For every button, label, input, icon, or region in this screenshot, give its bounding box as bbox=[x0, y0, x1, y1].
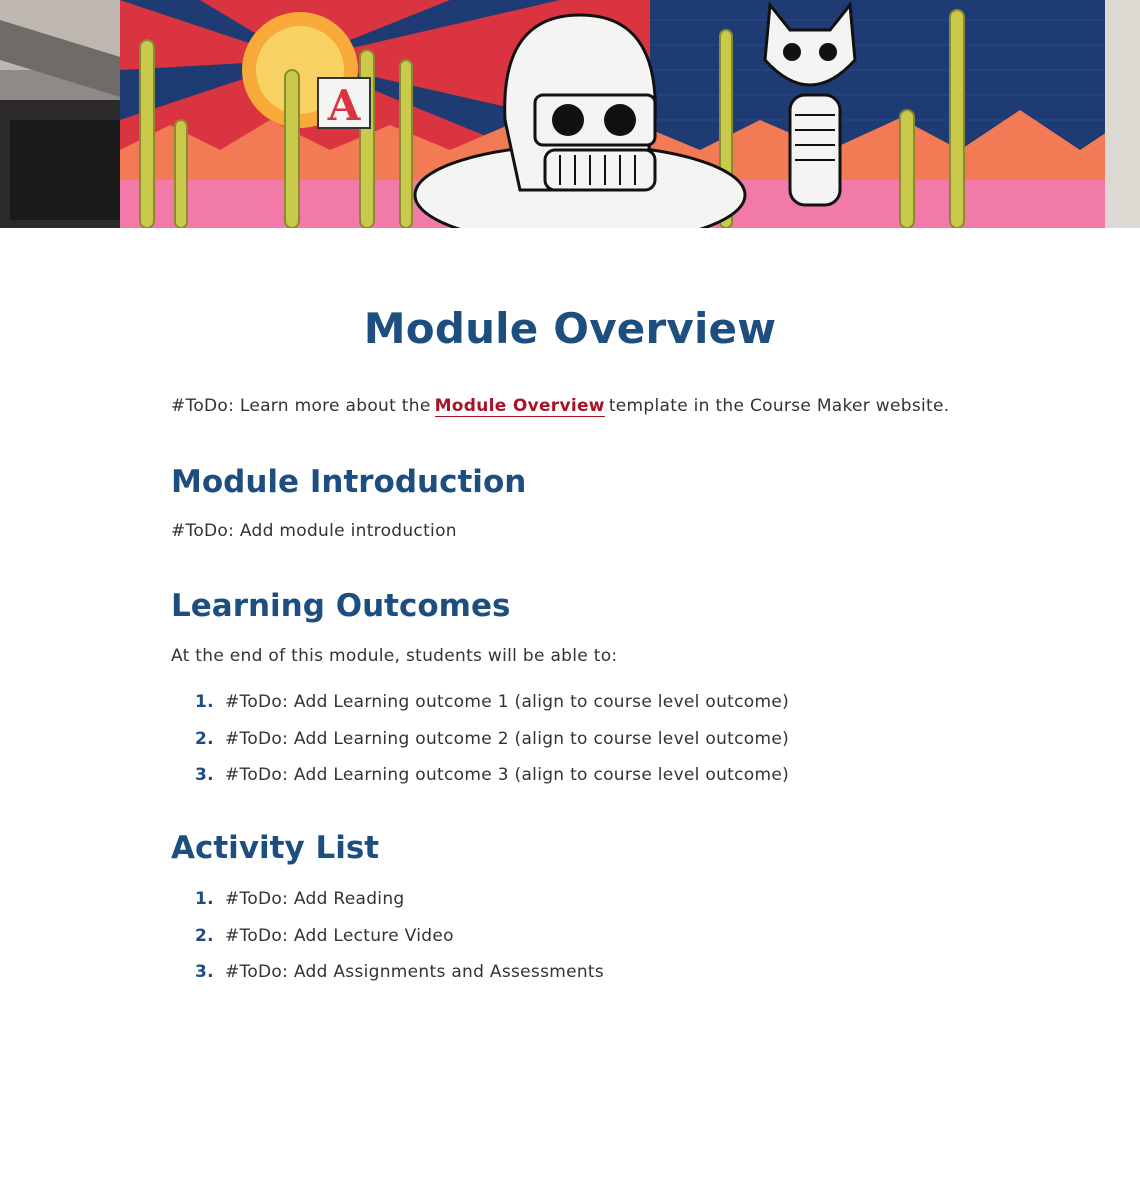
list-number: 2. bbox=[195, 728, 214, 749]
intro-suffix: template in the Course Maker website. bbox=[608, 396, 950, 416]
page-title: Module Overview bbox=[363, 304, 777, 353]
list-item bbox=[171, 692, 789, 729]
mural-illustration bbox=[0, 0, 1140, 228]
activity-list-heading: Activity List bbox=[171, 830, 380, 866]
mural-letter: A bbox=[327, 81, 361, 130]
learning-outcomes-list bbox=[171, 692, 789, 802]
list-item bbox=[171, 962, 604, 999]
module-introduction-text: #ToDo: Add module introduction bbox=[171, 521, 457, 541]
list-number: 3. bbox=[195, 962, 214, 982]
outcome-text: #ToDo: Add Learning outcome 1 (align to course level outcome) bbox=[225, 692, 790, 712]
outcome-text: #ToDo: Add Learning outcome 2 (align to course level outcome) bbox=[225, 728, 790, 749]
activity-text: #ToDo: Add Lecture Video bbox=[225, 925, 454, 946]
activity-text: #ToDo: Add Reading bbox=[225, 889, 405, 909]
list-item bbox=[171, 729, 789, 766]
outcome-text: #ToDo: Add Learning outcome 3 (align to course level outcome) bbox=[225, 765, 790, 785]
module-overview-link[interactable]: Module Overview bbox=[434, 396, 605, 416]
list-number: 1. bbox=[195, 889, 214, 909]
intro-prefix: #ToDo: Learn more about the bbox=[171, 396, 431, 416]
list-item bbox=[171, 765, 789, 802]
learning-outcomes-heading: Learning Outcomes bbox=[171, 588, 511, 624]
learning-outcomes-lead: At the end of this module, students will be able to: bbox=[171, 646, 618, 666]
activity-text: #ToDo: Add Assignments and Assessments bbox=[225, 962, 605, 982]
list-number: 2. bbox=[195, 925, 214, 946]
intro-paragraph bbox=[171, 396, 1071, 416]
list-item bbox=[171, 889, 604, 926]
list-number: 1. bbox=[195, 692, 214, 712]
list-item bbox=[171, 926, 604, 963]
module-introduction-heading: Module Introduction bbox=[171, 464, 527, 500]
list-number: 3. bbox=[195, 765, 214, 785]
activity-list bbox=[171, 889, 604, 999]
banner-image bbox=[0, 0, 1140, 228]
